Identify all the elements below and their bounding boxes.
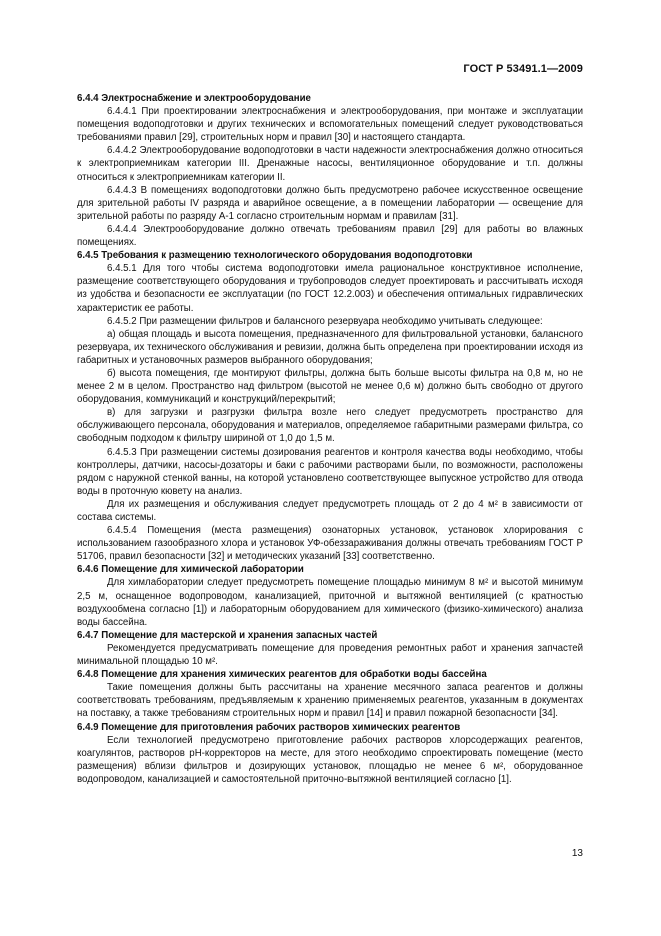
- document-header: ГОСТ Р 53491.1—2009: [463, 63, 583, 75]
- paragraph: 6.4.4.2 Электрооборудование водоподготовки в части надежности электроснабжения должно относиться к электроприемникам категории III. Дренажные насосы, вентиляционное оборудование и т.п. должны относиться к электроприемникам категории II.: [77, 145, 583, 183]
- section-heading: 6.4.9 Помещение для приготовления рабочих растворов химических реагентов: [77, 721, 461, 733]
- list-item: а) общая площадь и высота помещения, предназначенного для фильтровальной установки, балансного резервуара, их технического обслуживания и ревизии, должна быть определена при проектировании исходя из габаритных и установочных размеров выбранного оборудования;: [77, 328, 583, 366]
- section-heading: 6.4.6 Помещение для химической лаборатории: [77, 564, 304, 576]
- list-item: в) для загрузки и разгрузки фильтра возле него следует предусмотреть пространство для обслуживающего персонала, оборудования и материалов, определяемое габаритными размерами фильтра, со свободным подходом к фильтру шириной от 1,0 до 1,5 м.: [77, 407, 583, 445]
- page-number: 13: [571, 848, 583, 859]
- paragraph: Для их размещения и обслуживания следует предусмотреть площадь от 2 до 4 м² в зависимости от состава системы.: [77, 498, 583, 523]
- section-heading: 6.4.8 Помещение для хранения химических реагентов для обработки воды бассейна: [77, 669, 487, 681]
- section-heading: 6.4.4 Электроснабжение и электрооборудование: [77, 93, 311, 104]
- paragraph: Для химлаборатории следует предусмотреть помещение площадью минимум 8 м² и высотой минимум 2,5 м, оснащенное водопроводом, канализацией, приточной и вытяжной вентиляцией (с кратностью воздухообмена согласно [1]) и лабораторным оборудованием для химического (физико-химического) анализа воды бассейна.: [77, 577, 583, 628]
- paragraph: 6.4.4.3 В помещениях водоподготовки должно быть предусмотрено рабочее искусственное освещение для зрительной работы IV разряда и аварийное освещение, а в помещении лаборатории — освещение для зрительной работы по разряду А-1 согласно строительным нормам и правилам [31].: [77, 184, 583, 222]
- paragraph: Если технологией предусмотрено приготовление рабочих растворов хлорсодержащих реагентов, коагулянтов, растворов pH-корректоров на месте, для этого необходимо спроектировать помещение (место размещения) вблизи фильтров и дозирующих установок, площадью не менее 6 м², оборудованное водопроводом, канализацией и самостоятельной приточно-вытяжной вентиляцией согласно [1].: [77, 734, 583, 785]
- document-body: [77, 92, 583, 786]
- section-heading: 6.4.5 Требования к размещению технологического оборудования водоподготовки: [77, 250, 473, 262]
- section-heading: 6.4.7 Помещение для мастерской и хранения запасных частей: [77, 629, 378, 641]
- paragraph: 6.4.5.2 При размещении фильтров и балансного резервуара необходимо учитывать следующее:: [107, 315, 543, 327]
- list-item: б) высота помещения, где монтируют фильтры, должна быть больше высоты фильтра на 0,8 м, но не менее 2 м в целом. Пространство над фильтром (высотой не менее 0,6 м) должно быть свободно от другого оборудования, коммуникаций и конструкций/перекрытий;: [77, 367, 583, 406]
- paragraph: 6.4.5.4 Помещения (места размещения) озонаторных установок, установок хлорирования с использованием газообразного хлора и установок УФ-обеззараживания должны отвечать требованиям ГОСТ Р 51706, правил безопасности [32] и методических указаний [33] соответственно.: [77, 525, 583, 563]
- paragraph: Рекомендуется предусматривать помещение для проведения ремонтных работ и хранения запчастей минимальной площадью 10 м².: [77, 642, 583, 668]
- paragraph: 6.4.4.4 Электрооборудование должно отвечать требованиям правил [29] для работы во влажных помещениях.: [77, 223, 583, 249]
- paragraph: 6.4.5.3 При размещении системы дозирования реагентов и контроля качества воды необходимо, чтобы контроллеры, датчики, насосы-дозаторы и баки с рабочими растворами были, по возможности, расположены рядом с наружной стенкой ванны, на которой установлено соответствующее выпускное устройство для отвода воды в проточную кювету на анализ.: [77, 446, 583, 497]
- paragraph: 6.4.5.1 Для того чтобы система водоподготовки имела рациональное конструктивное исполнение, размещение соответствующего оборудования и трубопроводов следует проектировать и рассчитывать исходя из удобства и безопасности ее эксплуатации (по ГОСТ 12.2.003) и обеспечения оптимальных гидравлических характеристик ее работы.: [77, 263, 583, 314]
- paragraph: 6.4.4.1 При проектировании электроснабжения и электрооборудования, при монтаже и эксплуатации помещения водоподготовки и других технических и вспомогательных помещений следует руководствоваться требованиями правил [29], строительных норм и правил [30] и настоящего стандарта.: [77, 106, 583, 144]
- paragraph: Такие помещения должны быть рассчитаны на хранение месячного запаса реагентов и должны соответствовать требованиям, предъявляемым к хранению применяемых реагентов, указанным в документах на поставку, а также требованиям строительных норм и правил [14] и правил пожарной безопасности [34].: [77, 682, 583, 720]
